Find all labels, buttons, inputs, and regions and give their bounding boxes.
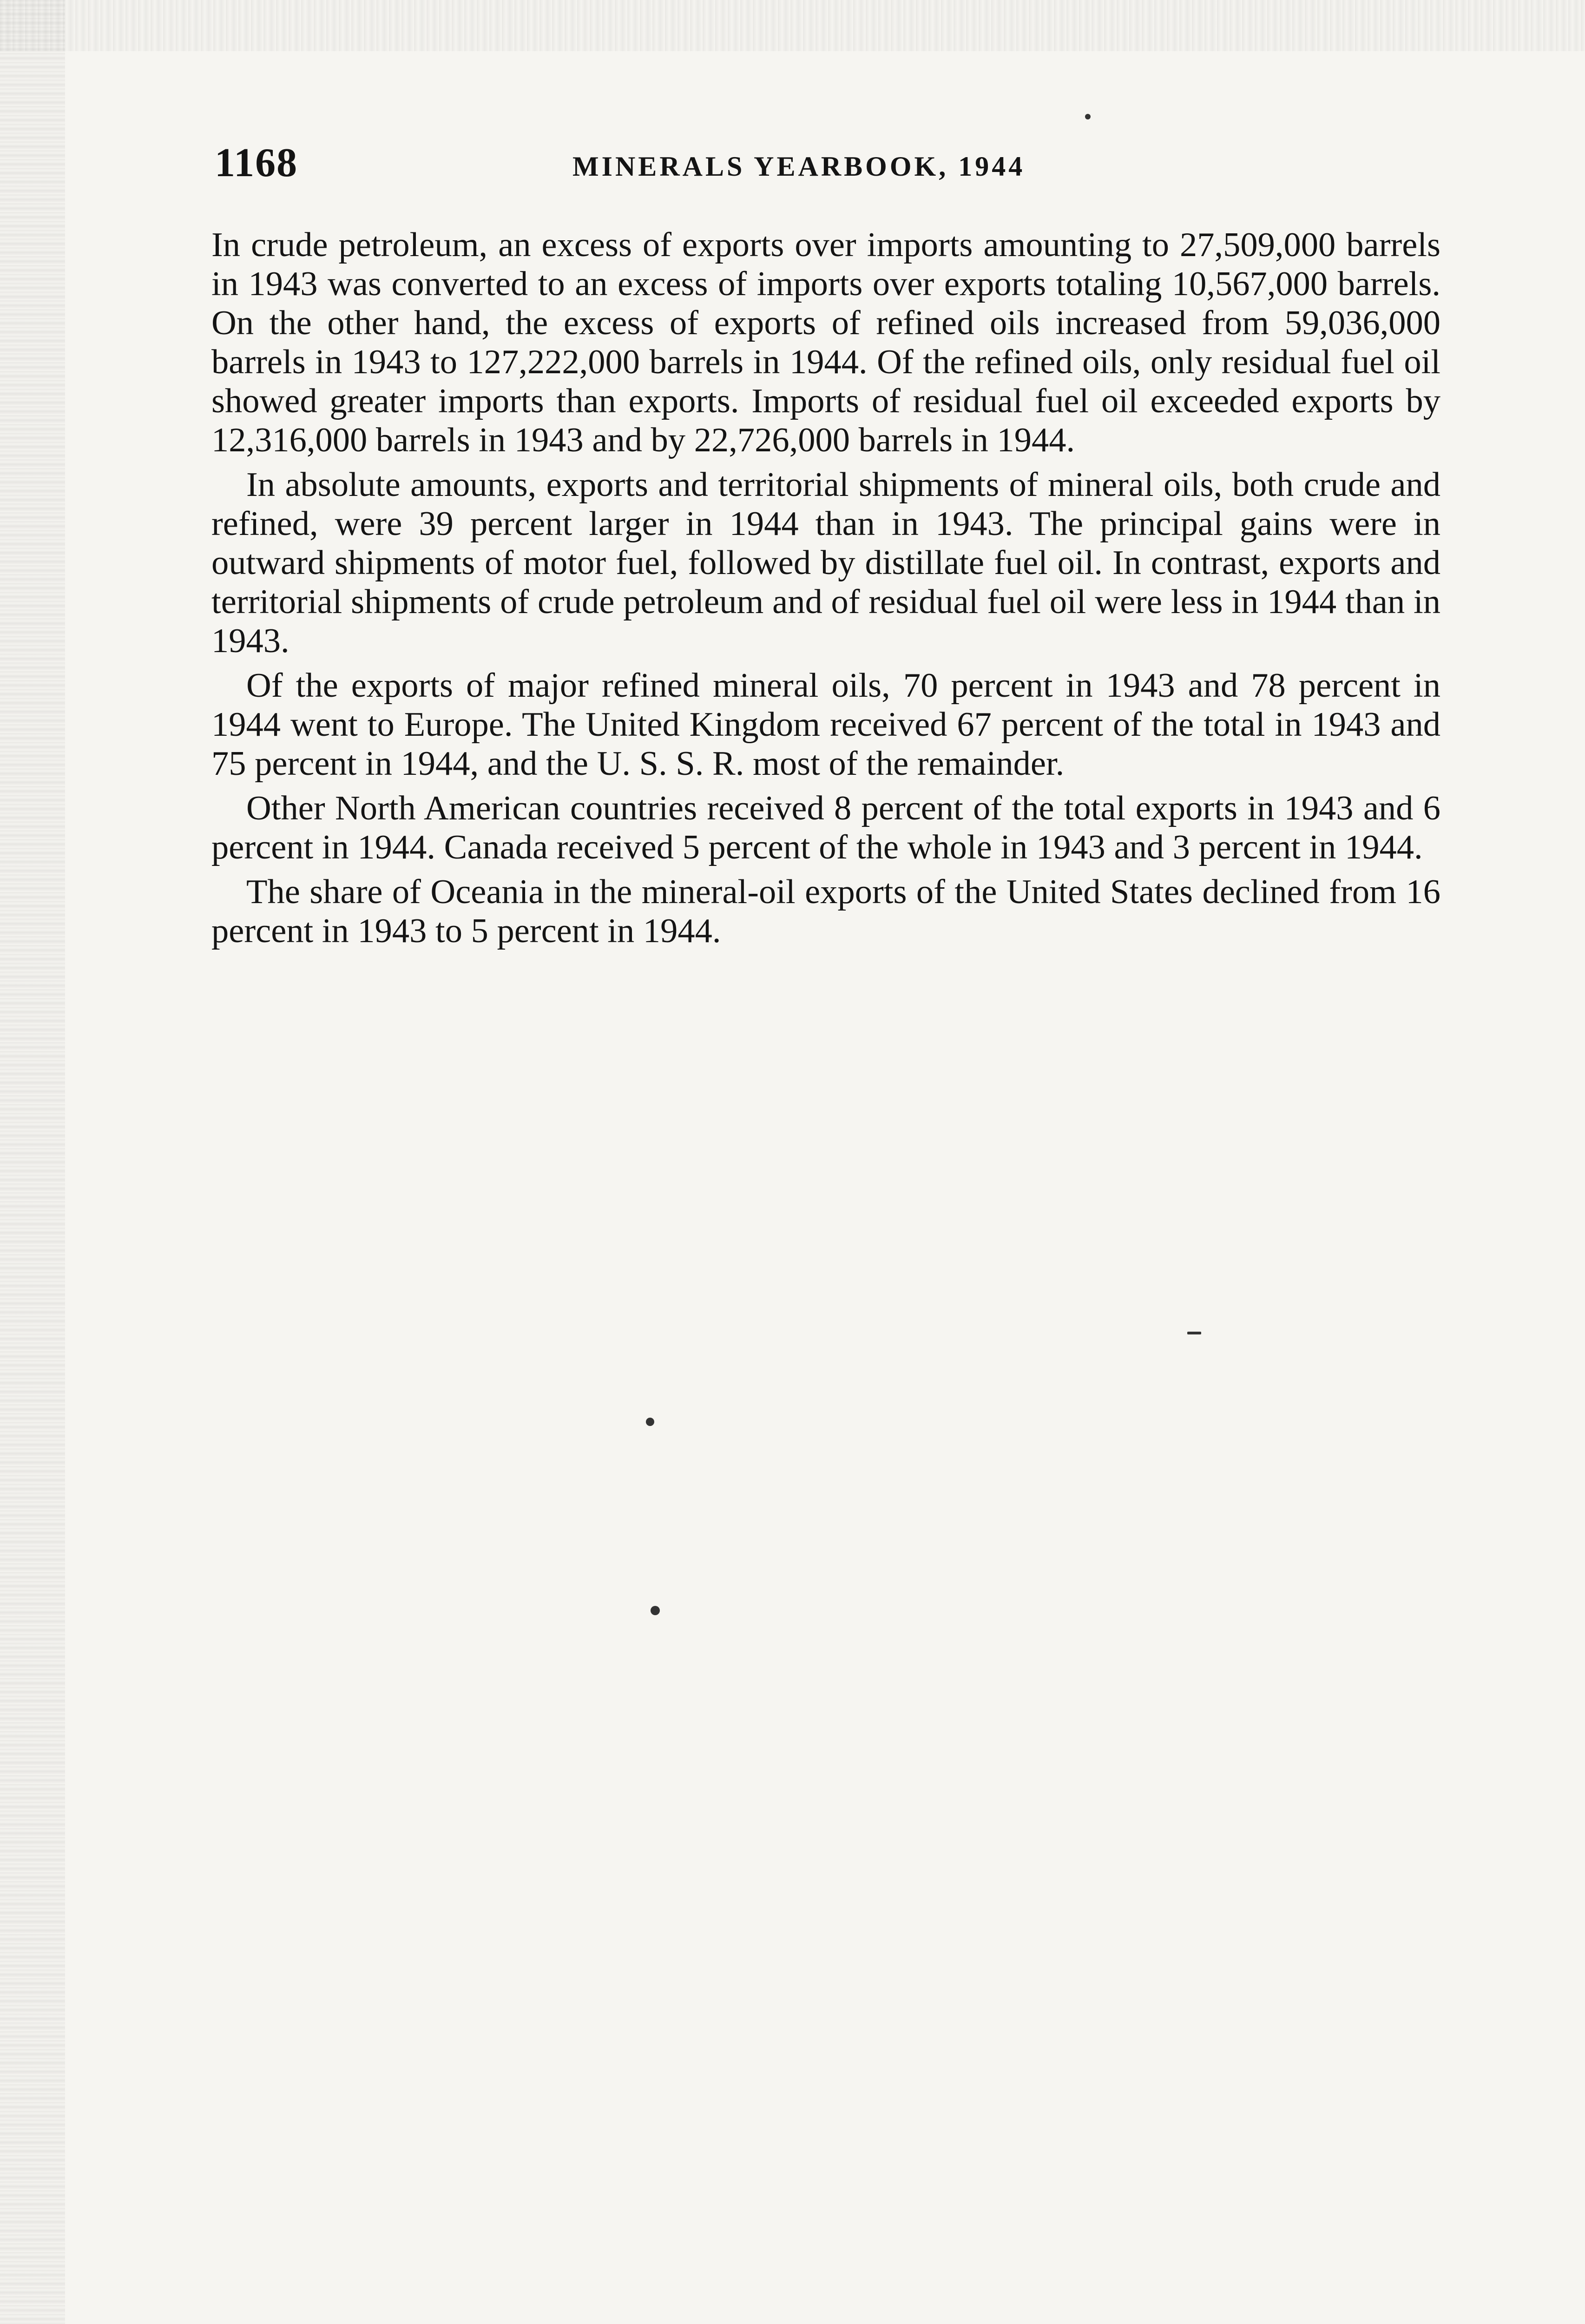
scan-speck (1187, 1332, 1201, 1334)
scan-speck (651, 1606, 660, 1615)
paragraph-crude-petroleum: In crude petroleum, an excess of exports over imports amounting to 27,509,000 barrels in 1943 was converted to an excess of imports over exports totaling 10,567,000 barrels. On the other hand, the excess of exports of refined oils increased from 59,036,000 barrels in 1943 to 127,222,000 barrels in 1944. Of the refined oils, only residual fuel oil showed greater imports than exports. Imports of residual fuel oil exceeded exports by 12,316,000 barrels in 1943 and by 22,726,000 barrels in 1944. (211, 226, 1440, 459)
page-header (215, 139, 1441, 191)
paragraph-exports-europe: Of the exports of major refined mineral oils, 70 percent in 1943 and 78 percent in 1944 went to Europe. The United Kingdom received 67 percent of the total in 1943 and 75 percent in 1944, and the U. S. S. R. most of the remainder. (211, 667, 1440, 783)
paragraph-north-america: Other North American countries received 8 percent of the total exports in 1943 and 6 percent in 1944. Canada received 5 percent of the whole in 1943 and 3 percent in 1944. (211, 789, 1440, 866)
scan-noise-top-edge (0, 0, 1585, 51)
scan-noise-left-edge (0, 0, 65, 2324)
running-title: MINERALS YEARBOOK, 1944 (572, 151, 1026, 182)
scan-speck (1085, 114, 1091, 119)
page-number: 1168 (215, 140, 298, 185)
body-text (211, 225, 1440, 956)
paragraph-oceania: The share of Oceania in the mineral-oil exports of the United States declined from 16 percent in 1943 to 5 percent in 1944. (211, 873, 1440, 950)
scan-speck (646, 1418, 654, 1426)
paragraph-absolute-amounts: In absolute amounts, exports and territorial shipments of mineral oils, both crude and refined, were 39 percent larger in 1944 than in 1943. The principal gains were in outward shipments of motor fuel, followed by distillate fuel oil. In contrast, exports and territorial shipments of crude petroleum and of residual fuel oil were less in 1944 than in 1943. (211, 466, 1440, 660)
